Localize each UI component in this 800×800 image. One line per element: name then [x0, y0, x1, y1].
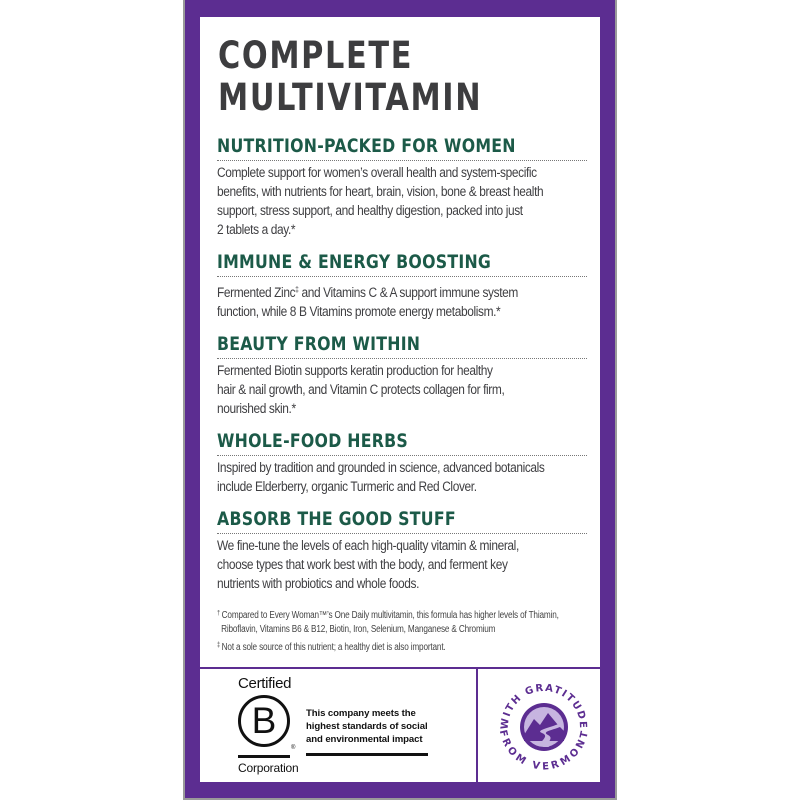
dagger-mark: †	[217, 610, 221, 617]
body-line: Fermented Biotin supports keratin production for healthy	[217, 363, 493, 379]
section-body	[217, 459, 587, 497]
section-immune-energy	[217, 251, 587, 322]
body-line: We fine-tune the levels of each high-quality vitamin & mineral,	[217, 538, 519, 554]
body-line: Inspired by tradition and grounded in science, advanced botanicals	[217, 460, 545, 476]
title-line-2: MULTIVITAMIN	[218, 76, 483, 119]
b-letter: B	[251, 700, 277, 741]
body-line: choose types that work best with the body, and ferment key	[217, 557, 508, 573]
section-heading: WHOLE-FOOD HERBS	[217, 430, 409, 452]
section-heading: IMMUNE & ENERGY BOOSTING	[217, 251, 492, 273]
footnotes	[217, 607, 594, 657]
footnote-double-dagger	[217, 639, 594, 655]
footnote-dagger	[217, 607, 594, 637]
b-circle-icon	[238, 695, 290, 747]
registered-mark: ®	[291, 745, 296, 751]
footnote-mark: ‡	[295, 285, 299, 294]
corporation-label: Corporation	[238, 761, 299, 775]
body-text: Fermented Zinc	[217, 285, 296, 301]
body-line: 2 tablets a day.*	[217, 222, 296, 238]
statement-line: highest standards of social	[306, 721, 428, 732]
bcorp-logo	[200, 669, 476, 782]
section-body	[217, 280, 587, 322]
body-line: Complete support for women’s overall health and system-specific	[217, 165, 537, 181]
section-whole-food-herbs	[217, 430, 587, 497]
footnote-text: Not a sole source of this nutrient; a healthy diet is also important.	[221, 642, 446, 653]
footnote-text: Compared to Every Woman™’s One Daily multivitamin, this formula has higher levels of Thiamin,	[221, 610, 559, 621]
section-body	[217, 537, 587, 594]
mountain-river-icon	[494, 675, 594, 775]
product-panel	[183, 0, 617, 800]
body-line: nourished skin.*	[217, 401, 296, 417]
bcorp-bar	[238, 755, 290, 758]
section-heading: BEAUTY FROM WITHIN	[217, 333, 421, 355]
section-nutrition-packed	[217, 135, 587, 240]
statement-line: This company meets the	[306, 708, 416, 719]
dotted-divider	[217, 533, 587, 534]
statement-bar	[306, 753, 428, 756]
product-title	[218, 35, 482, 119]
body-line: hair & nail growth, and Vitamin C protects collagen for firm,	[217, 382, 505, 398]
double-dagger-mark: ‡	[217, 642, 221, 649]
bcorp-statement	[306, 707, 466, 746]
section-absorb	[217, 508, 587, 594]
certified-label: Certified	[238, 675, 292, 692]
section-heading: NUTRITION-PACKED FOR WOMEN	[217, 135, 516, 157]
body-line: benefits, with nutrients for heart, brain, vision, bone & breast health	[217, 184, 544, 200]
section-heading: ABSORB THE GOOD STUFF	[217, 508, 456, 530]
body-line: function, while 8 B Vitamins promote energy metabolism.*	[217, 304, 501, 320]
content-area	[200, 17, 600, 667]
body-line: nutrients with probiotics and whole foods.	[217, 576, 420, 592]
section-body	[217, 362, 587, 419]
dotted-divider	[217, 358, 587, 359]
certification-strip	[200, 669, 600, 782]
benefit-sections	[217, 135, 587, 605]
section-beauty	[217, 333, 587, 419]
purple-frame	[185, 0, 615, 798]
dotted-divider	[217, 276, 587, 277]
dotted-divider	[217, 455, 587, 456]
section-body	[217, 164, 587, 240]
footnote-text: Riboflavin, Vitamins B6 & B12, Biotin, Iron, Selenium, Manganese & Chromium	[221, 624, 496, 635]
vermont-badge	[478, 669, 600, 782]
statement-line: and environmental impact	[306, 734, 423, 745]
body-text: and Vitamins C & A support immune system	[298, 285, 518, 301]
body-line: include Elderberry, organic Turmeric and Red Clover.	[217, 479, 477, 495]
title-line-1: COMPLETE	[218, 34, 414, 77]
body-line: support, stress support, and healthy digestion, packed into just	[217, 203, 523, 219]
dotted-divider	[217, 160, 587, 161]
badge-bottom-text: FROM VERMONT	[496, 729, 592, 773]
badge-top-text: WITH GRATITUDE	[499, 682, 589, 730]
